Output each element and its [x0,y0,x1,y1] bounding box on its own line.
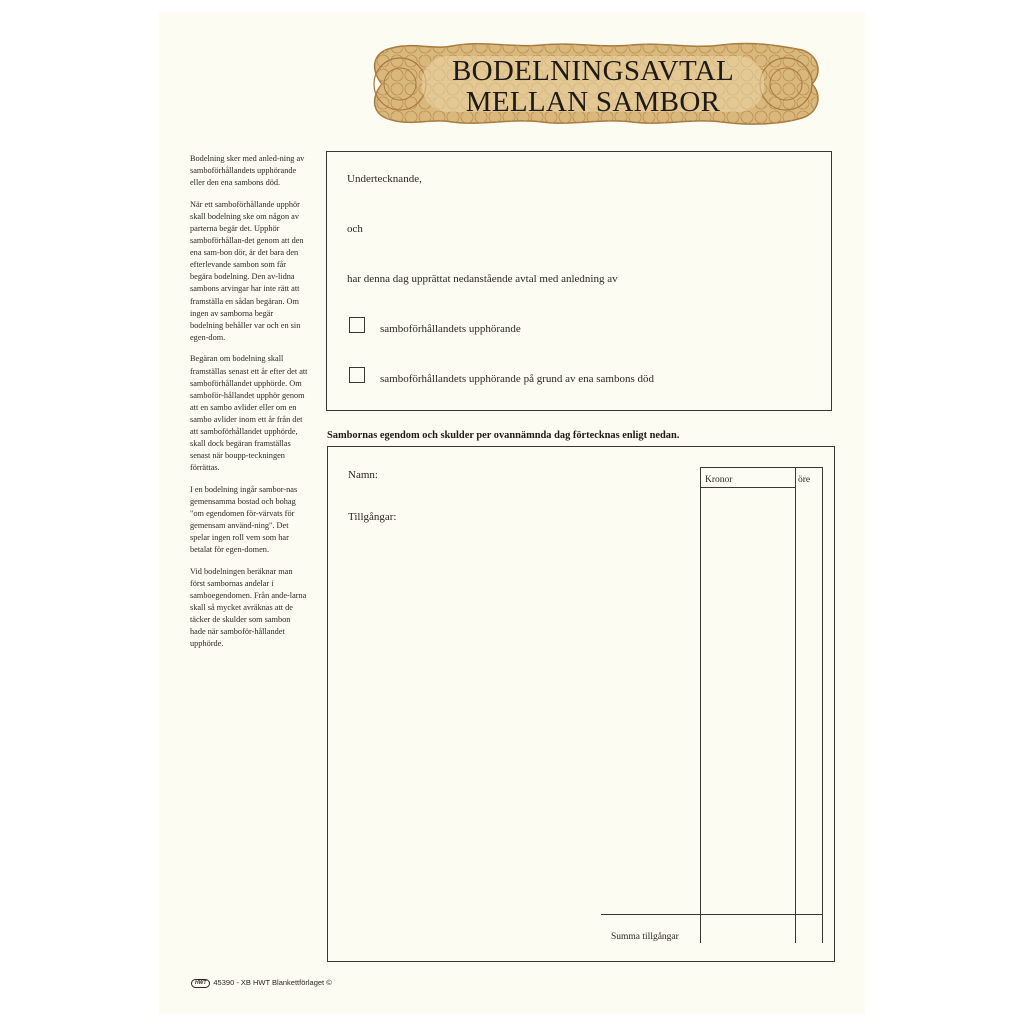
sum-rule [601,914,822,915]
agreement-box [326,151,832,411]
column-header-top-rule [700,467,822,468]
form-title-line-2: MELLAN SAMBOR [465,86,721,118]
kronor-column-header: Kronor [705,475,733,485]
sum-assets-label: Summa tillgångar [611,932,679,942]
sidebar-paragraph: Vid bodelningen beräknar man först sambornas andelar i samboegendomen. Från ande-larna skall så mycket avräknas att de täcker de skulder som sambon hade när samboför-hållandet upphörde. [190,566,307,649]
checkbox-partner-death[interactable] [349,367,365,383]
assets-label: Tillgångar: [348,511,397,523]
sum-kronor-field[interactable] [701,919,794,941]
kronor-header-underline [700,487,795,488]
option-relationship-ended-label: samboförhållandets upphörande [380,323,521,335]
kronor-column-left-rule [700,467,701,943]
name-field-label: Namn: [348,469,378,481]
footer-text: 45390 - XB HWT Blankettförlaget © [213,978,332,987]
property-heading: Sambornas egendom och skulder per ovannämnda dag förtecknas enligt nedan. [327,430,680,441]
undersigned-label: Undertecknande, [347,173,422,185]
info-sidebar [190,153,308,660]
form-footer [191,978,332,988]
and-label: och [347,223,363,235]
sidebar-paragraph: När ett samboförhållande upphör skall bodelning ske om någon av parterna begär det. Upphör samboförhållan-det genom att den ena sam-bon dör, är det bara den efterlevande sambon som får begära bodelning. Den av-lidna sambons arvingar har inte rätt att framställa en sådan begäran. Om ingen av samborna begär bodelning behåller var och en sin egen-dom. [190,199,304,342]
assets-entry-area[interactable] [348,533,693,903]
ore-column-left-rule [795,467,796,943]
sidebar-paragraph: Bodelning sker med anled-ning av samboförhållandets upphörande eller den ena sambons död. [190,154,305,188]
agreement-statement: har denna dag upprättat nedanstående avtal med anledning av [347,273,618,285]
name-input-area[interactable] [428,463,693,483]
ore-column-header: öre [798,475,811,485]
hwt-logo: HWT [191,979,210,988]
sidebar-paragraph: I en bodelning ingår sambor-nas gemensamma bostad och bohag "om egendomen för-värvats för gemensam använd-ning". Det spelar ingen roll vem som har betalat för egen-domen. [190,484,298,555]
property-table [327,446,835,962]
ore-column-right-rule [822,467,823,943]
sidebar-paragraph: Begäran om bodelning skall framställas senast ett år efter det att samboförhållandet upphörde. Om samboför-hållandet upphör genom att en sambo avlider eller om en sambo avlider inom ett år från det att samboförhållandet upphörde, skall dock begäran framställas senast när boupp-teckningen förrättas. [190,354,308,473]
form-title-line-1: BODELNINGSAVTAL [452,55,734,87]
checkbox-relationship-ended[interactable] [349,317,365,333]
option-partner-death-label: samboförhållandets upphörande på grund av ena sambons död [380,373,655,385]
sum-ore-field[interactable] [796,919,821,941]
